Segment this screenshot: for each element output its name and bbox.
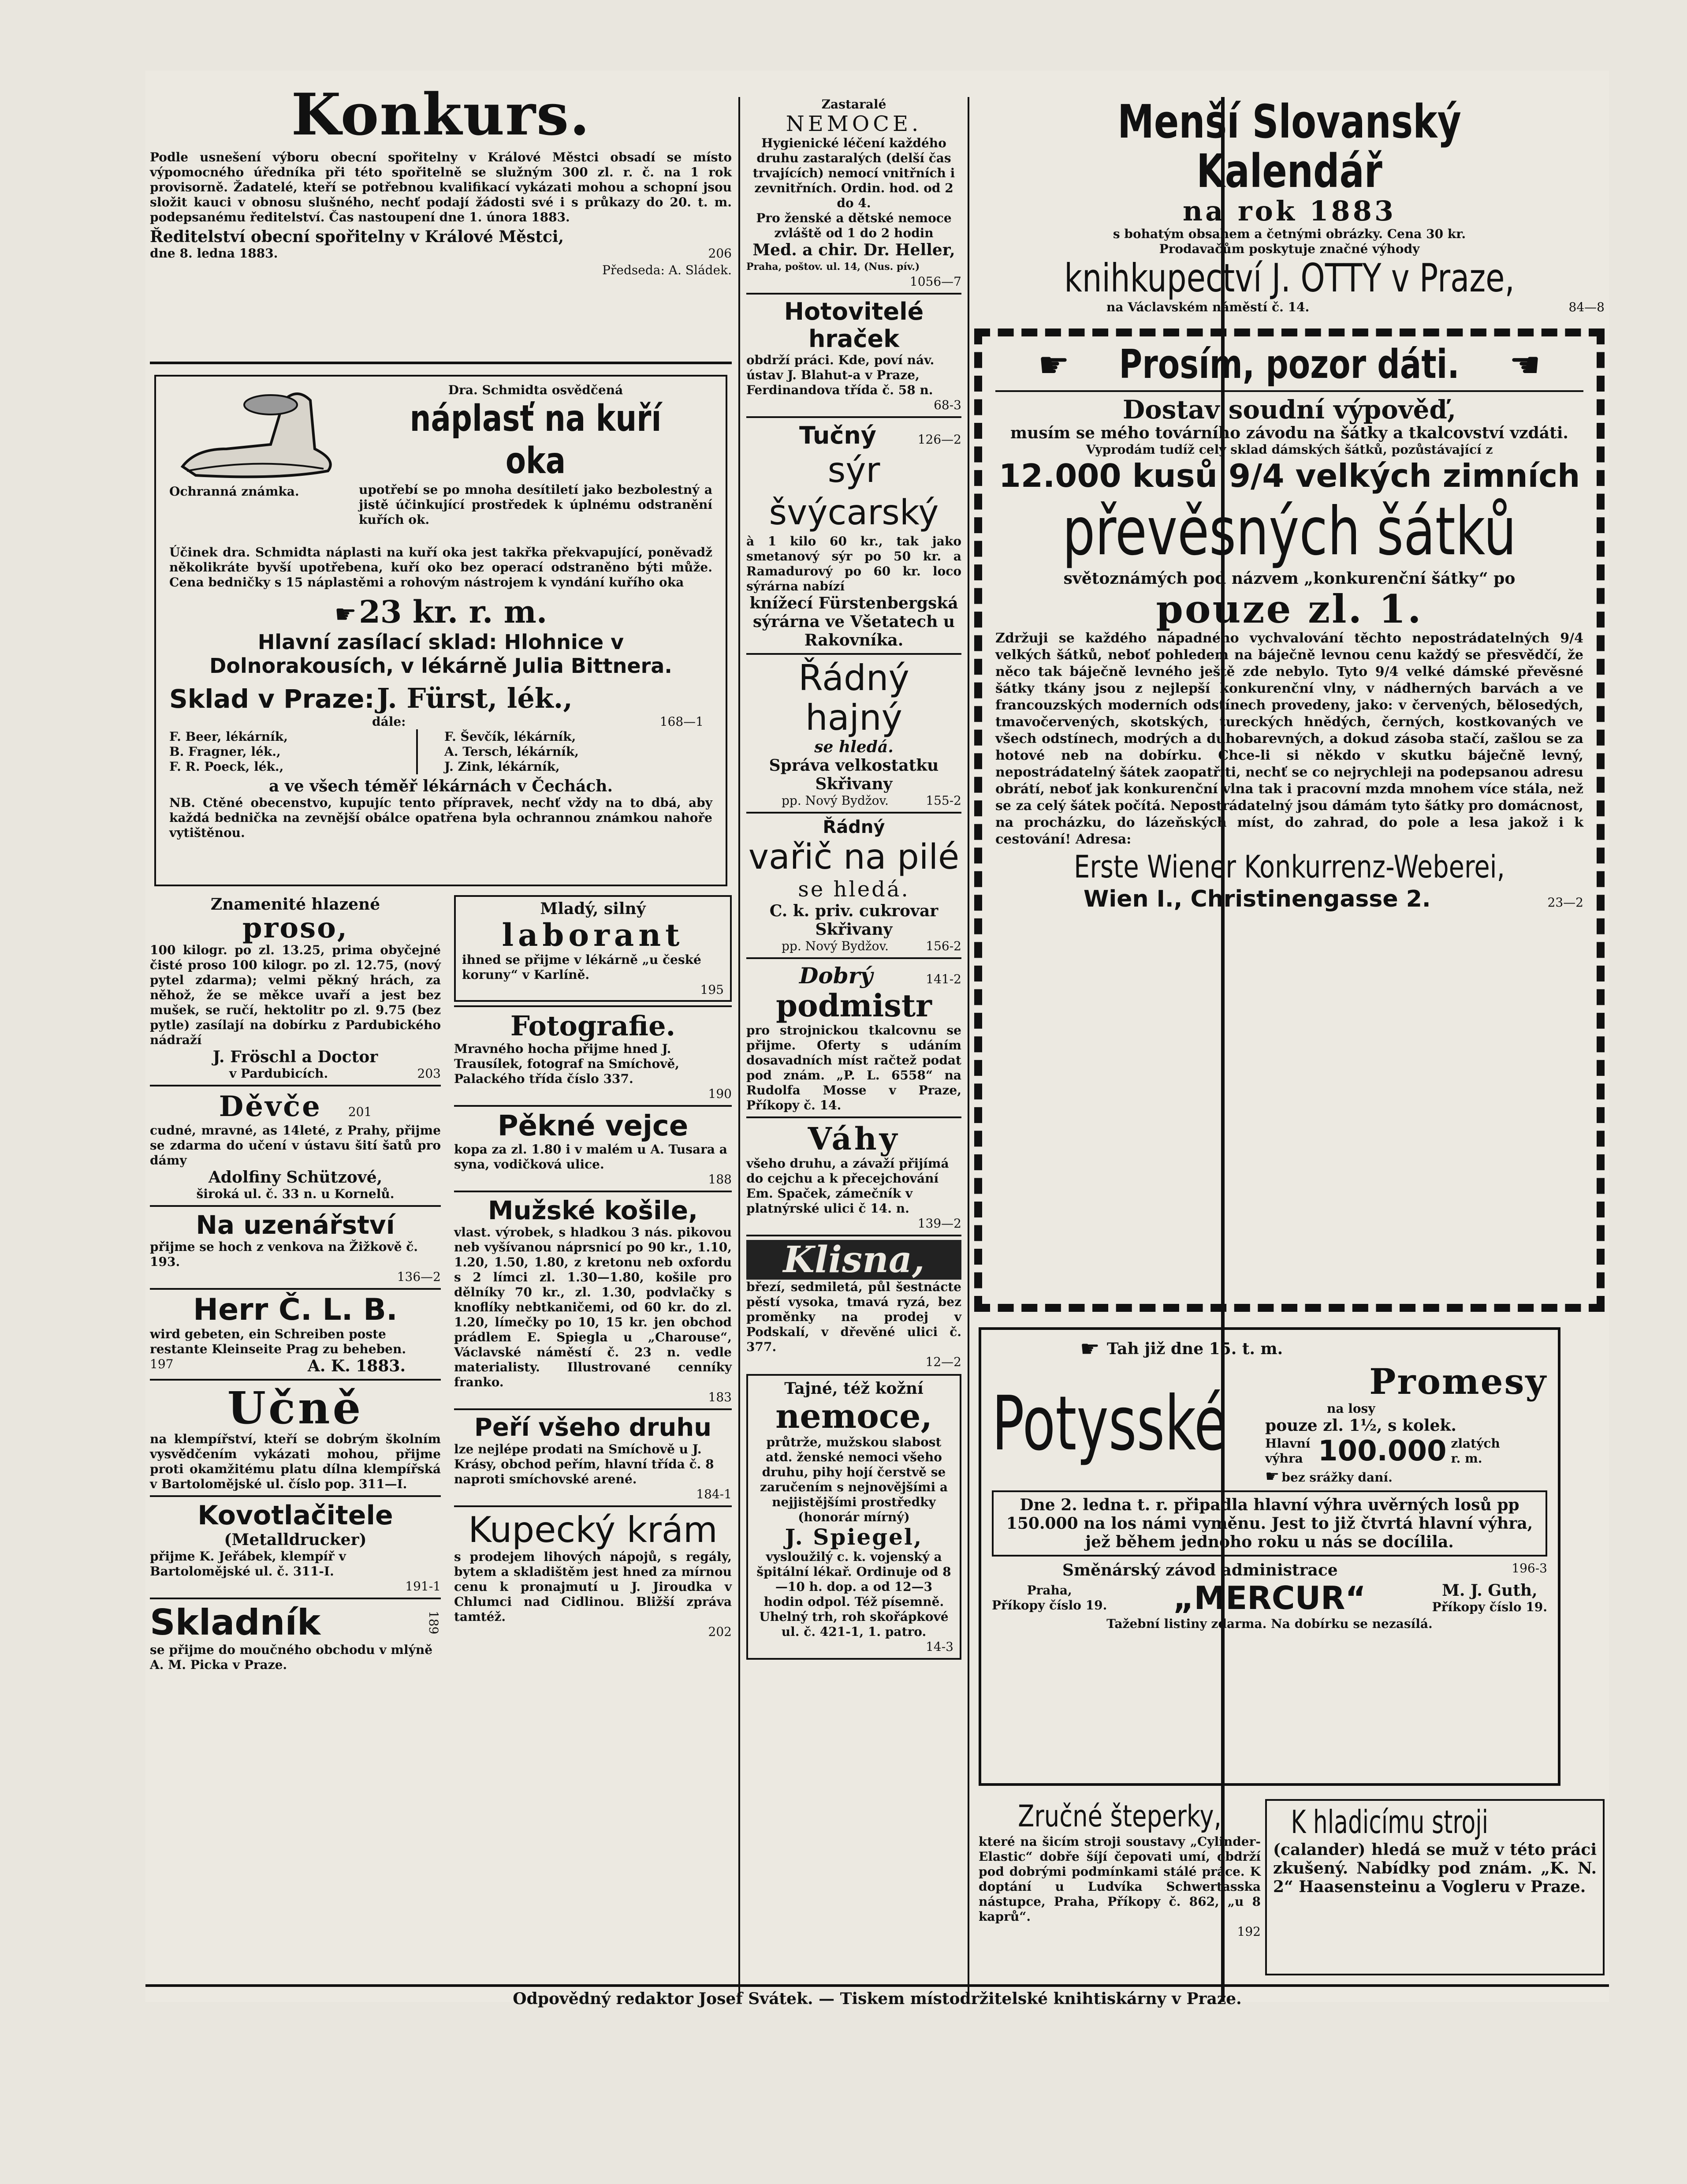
pharmacist: F. Beer, lékárník, — [169, 729, 288, 744]
ad-title: nemoce, — [775, 1396, 932, 1436]
ad-body: s bohatým obsahem a četnými obrázky. Cena 30 kr. — [1113, 227, 1466, 241]
ad-laborant — [454, 895, 732, 1002]
ad-amount: 100.000 — [1318, 1435, 1447, 1467]
ad-body: 100 kilogr. po zl. 13.25, prima obyčejné čisté proso 100 kilogr. po zl. 12.75, (nový pytel zdarma); velmi pěkný hrách, za něhož, že se měkce uvaří a jest bez mušek, se ručí, hektolitr po zl. 9.75 (bez pytle) zasílají na dobírku z Pardubického nádraží — [150, 943, 441, 1047]
column-3 — [738, 71, 968, 1660]
ad-signature: knížecí Fürstenbergská sýrárna ve Všetatech u Rakovníka. — [749, 594, 958, 650]
ad-pre: Tah již dne 15. t. m. — [1106, 1340, 1283, 1358]
ad-title: Menší Slovanský Kalendář — [1117, 95, 1461, 198]
separator — [746, 957, 961, 959]
pointing-hand-icon: ☛ — [1038, 344, 1070, 385]
ad-body: přijme se hoch z venkova na Žižkově č. 193. — [150, 1239, 418, 1269]
separator — [746, 1235, 961, 1236]
ad-number: 12—2 — [925, 1355, 961, 1369]
ad-body: Účinek dra. Schmidta náplasti na kuří oka jest takřka překvapující, poněvadž několikráte byvší upotřebena, kuří oko bez operací odstraněno býti může. Cena bedničky s 15 náplastěmi a rohovým nástrojem k vyndání kuřího oka — [169, 545, 712, 590]
ad-kalendar — [974, 97, 1605, 315]
ad-pre: Řádný — [823, 817, 885, 837]
ad-hajny — [746, 658, 961, 808]
ad-signature: A. K. 1883. — [307, 1357, 406, 1375]
ad-body: Podle usnešení výboru obecní spořitelny v Králové Městci obsadí se místo výpomocného úředníka při této spořitelně se služným 300 zl. r. č. na 1 rok provisorně. Žadatelé, kteří se potřebnou kvalifikací vykázati mohou a schopní jsou složit kauci v obnosu slušného, nechť podají žádosti své i s průkazy do 20. t. m. podepsanému ředitelství. Čas nastoupení dne 1. února 1883. — [150, 150, 732, 224]
ad-chair: Předseda: A. Sládek. — [602, 263, 732, 277]
ad-kovotlacitele — [150, 1501, 441, 1594]
ad-number: 1056—7 — [909, 274, 961, 289]
ad-address: Příkopy číslo 19. — [992, 1598, 1107, 1613]
ad-number: 126—2 — [917, 432, 961, 447]
ad-title: Prosím, pozor dáti. — [1119, 341, 1460, 388]
ad-heading: musím se mého továrního závodu na šátky a tkalcovství vzdáti. — [1010, 424, 1568, 442]
ad-title: Na uzenářství — [196, 1210, 395, 1240]
ad-number: 155-2 — [926, 793, 961, 808]
ad-syr — [746, 422, 961, 650]
ad-stroj — [1265, 1799, 1605, 1975]
ad-skladnik — [150, 1603, 441, 1673]
ad-body: které na šicím stroji soustavy „Cylinder-Elastic“ dobře šíjí čepovati umí, obdrží pod dobrými podmínkami stálé práce. K doptání u Ludvíka Schwertasska nástupce, Praha, Příkopy č. 862, „u 8 kaprů“. — [979, 1834, 1261, 1924]
ad-heading: 12.000 kusů 9/4 velkých zimních — [998, 457, 1580, 494]
ad-title: vařič na pilé — [748, 837, 960, 877]
ad-body: ihned se přijme v lékárně „u české koruny“ v Karlíně. — [462, 952, 701, 982]
ad-steperky — [979, 1799, 1261, 1939]
ad-body: obdrží práci. Kde, poví náv. ústav J. Blahut-a v Praze, Ferdinandova třída č. 58 n. — [746, 353, 935, 397]
separator — [746, 1116, 961, 1118]
ad-firm: Směnárský závod administrace — [1062, 1561, 1338, 1579]
ad-number: 196-3 — [1512, 1561, 1547, 1575]
ad-title: Herr Č. L. B. — [193, 1292, 398, 1327]
ad-losy: na losy — [1327, 1401, 1375, 1416]
separator — [150, 1085, 441, 1086]
ad-hracek — [746, 298, 961, 413]
ad-pre: Dobrý — [799, 963, 873, 989]
ad-body: (calander) hledá se muž v této práci zkušený. Nabídky pod znám. „K. N. 2“ Haasensteinu a Vogleru v Praze. — [1273, 1841, 1597, 1896]
ad-subtitle: (Metalldrucker) — [224, 1531, 367, 1549]
ad-title: Mužské košile, — [488, 1195, 698, 1225]
ad-title: Váhy — [808, 1120, 900, 1157]
ad-unit: zlatých r. m. — [1451, 1436, 1500, 1466]
ad-number: 14-3 — [926, 1639, 953, 1654]
separator — [995, 390, 1583, 392]
ad-klisna — [746, 1240, 961, 1370]
ad-body: všeho druhu, a závaží přijímá do cejchu a k přecejchování Em. Spaček, zámečník v platnýrské ulici č 14. n. — [746, 1156, 949, 1216]
ad-title: K hladicímu stroji — [1291, 1803, 1489, 1841]
ad-signature: J. Fröschl a Doctor — [212, 1048, 378, 1066]
ad-title: Fotografie. — [510, 1010, 676, 1042]
ad-price: pouze zl. 1½, s kolek. — [1265, 1416, 1456, 1435]
ad-title: náplasť na kuří oka — [410, 398, 662, 482]
ad-signature: Ředitelství obecní spořitelny v Králové Městci, — [150, 228, 564, 246]
ad-number: 84—8 — [1568, 300, 1605, 314]
ad-prague-label: Sklad v Praze: — [169, 684, 375, 714]
separator — [150, 362, 732, 364]
ad-free: bez srážky daní. — [1281, 1470, 1393, 1485]
ad-body: Prodavačům poskytuje značné výhody — [1159, 242, 1420, 256]
ad-pre: Znamenité hlazené — [210, 895, 380, 914]
ad-heading: světoznámých pod názvem „konkurenční šátky“ po — [1063, 569, 1516, 588]
ad-title: Promesy — [1369, 1361, 1547, 1402]
pointing-hand-icon: ☚ — [1509, 344, 1541, 385]
ad-podmistr — [746, 963, 961, 1113]
ad-pre: Zastaralé — [821, 97, 886, 112]
separator — [454, 1505, 732, 1507]
ad-vejce — [454, 1110, 732, 1187]
separator — [454, 1191, 732, 1192]
ad-body: Hygienické léčení každého druhu zastaralých (delší čas trvajících) nemocí vnitřních i zevnitřních. Ordin. hod. od 2 do 4. — [752, 136, 955, 210]
separator — [150, 1495, 441, 1497]
ad-number: 183 — [708, 1390, 732, 1404]
ad-body: Pro ženské a dětské nemoce zvláště od 1 do 2 hodin — [756, 211, 952, 240]
ad-nb: NB. Ctěné obecenstvo, kupujíc tento přípravek, nechť vždy na to dbá, aby každá bednička na zevnější obálce opatřena byla ochrannou známkou nahoře vytištěnou. — [169, 795, 712, 840]
column-2 — [454, 895, 732, 1639]
ad-title: Konkurs. — [291, 81, 591, 148]
separator — [746, 416, 961, 418]
separator — [746, 812, 961, 814]
ad-title: Kupecký krám — [468, 1509, 718, 1550]
ad-body: vysloužilý c. k. vojenský a špitální lékař. Ordinuje od 8—10 h. dop. a od 12—3 hodin odpol. Též písemně. Uhelný trh, roh skořápkové ul. č. 421-1, 1. patro. — [756, 1549, 951, 1639]
ad-heading: převěsných šátků — [1062, 493, 1516, 570]
separator — [454, 1408, 732, 1410]
ad-proso — [150, 895, 441, 1081]
ad-konkurs — [150, 81, 732, 278]
ad-number: 192 — [1237, 1924, 1261, 1939]
ad-herr — [150, 1293, 441, 1375]
pharmacist: F. R. Poeck, lék., — [169, 759, 284, 774]
ad-date: dne 8. ledna 1883. — [150, 246, 278, 261]
ad-number: 156-2 — [926, 939, 961, 953]
separator — [454, 1105, 732, 1107]
ad-title: Peří všeho druhu — [474, 1413, 712, 1442]
ad-doctor: Med. a chir. Dr. Heller, — [752, 241, 955, 259]
ad-title: Zručné šteperky, — [1018, 1799, 1221, 1834]
ad-foto — [454, 1011, 732, 1101]
ad-number: 141-2 — [926, 972, 961, 986]
ad-pre: Mladý, silný — [540, 900, 646, 918]
ad-dale: dále: — [372, 714, 406, 729]
column-4 — [974, 97, 1605, 315]
separator — [454, 1005, 732, 1007]
ad-subtitle: se hledá. — [814, 738, 894, 756]
ad-title: Kovotlačitele — [197, 1500, 393, 1531]
ad-title: Skladník — [150, 1602, 321, 1643]
ad-main-win: Hlavní výhra — [1265, 1436, 1311, 1466]
ad-body: Tažební listiny zdarma. Na dobírku se nezasílá. — [1106, 1617, 1433, 1631]
ad-shop: knihkupectví J. OTTY v Praze, — [1064, 255, 1515, 301]
ad-title: NEMOCE. — [786, 112, 922, 136]
ad-peri — [454, 1414, 732, 1502]
ad-furst: J. Fürst, lék., — [376, 682, 573, 714]
ad-firm: Erste Wiener Konkurrenz-Weberei, — [1074, 849, 1505, 885]
ad-devce — [150, 1090, 441, 1202]
ad-number: 189 — [426, 1611, 441, 1635]
ad-all: a ve všech téměř lékárnách v Čechách. — [269, 777, 613, 795]
ad-subtitle: se hledá. — [798, 877, 910, 902]
ad-address: Příkopy číslo 19. — [1432, 1600, 1547, 1614]
ad-brand: „MERCUR“ — [1173, 1579, 1366, 1617]
ad-pre: Tučný — [799, 422, 876, 449]
ad-kosile — [454, 1196, 732, 1405]
ad-number: 202 — [708, 1624, 732, 1639]
separator — [746, 653, 961, 655]
ad-body: s prodejem lihových nápojů, s regály, bytem a skladištěm jest hned za mírnou cenu k pronajmutí u J. Jiroudka v Chlumci nad Cidlinou. Bližší zpráva tamtéž. — [454, 1549, 732, 1624]
ad-body: cudné, mravné, as 14leté, z Prahy, přijme se zdarma do učení v ústavu šití šatů pro dámy — [150, 1123, 441, 1168]
ad-promesy — [979, 1327, 1560, 1786]
separator — [150, 1288, 441, 1290]
ad-number: 203 — [417, 1066, 441, 1081]
ad-number: 206 — [708, 246, 732, 261]
ad-year: na rok 1883 — [1183, 195, 1396, 227]
separator — [150, 1598, 441, 1599]
ad-price: pouze zl. 1. — [1156, 586, 1423, 632]
ad-body: Mravného hocha přijme hned J. Trausílek, fotograf na Smíchově, Palackého třída číslo 337. — [454, 1042, 680, 1086]
ad-number: 190 — [708, 1086, 732, 1101]
pointing-hand-icon: ☛ — [1080, 1336, 1100, 1362]
ad-number: 201 — [348, 1105, 372, 1119]
ad-kupecky — [454, 1511, 732, 1639]
ad-body: kopa za zl. 1.80 i v malém u A. Tusara a syna, vodičková ulice. — [454, 1142, 727, 1172]
ad-title: Potysské — [992, 1380, 1228, 1467]
column-1 — [150, 895, 441, 1673]
ad-body: à 1 kilo 60 kr., tak jako smetanový sýr po 50 kr. a Ramadurový po 60 kr. loco sýrárna nabízí — [746, 534, 961, 594]
ad-body: Zdržuji se každého nápadného vychvalování těchto nepostrádatelných 9/4 velkých šátků, neboť pohledem na báječně levnou cenu každý se přesvědčí, že něco tak báječně levného ještě zde nebylo. Tyto 9/4 velké dámské převěsné šátky tkány jsou z nejlepší konkurenční vlny, v nádherných barvách a ve francouzských moderních odstínech provedeny, jako: v červených, bělosedých, tmavočervených, skotských, tureckých hnědých, černých, kostkovaných ve všech odstínech, modrých a duhobarevných, a dokud zásoba stačí, zašlou se za hotové neb na dobírku. Chce-li si někdo v skutku báječně levný, nepostrádatelný šátek zaopatřiti, nechť se co nejrychleji na podepsanou adresu obrátí, neboť jak konkurenční vlna tak i pracovní mzda mnohem více stála, než se za celý šátek počítá. Nepostrádatelný jsou dámám tyto šátky pro domácnost, na procházku, do lázeňských míst, do zahrad, do pole a lesa jakož i k cestování! Adresa: — [995, 631, 1583, 847]
ad-heading: Dostav soudní výpověď, — [1122, 395, 1456, 425]
ad-varic — [746, 817, 961, 954]
ad-address: pp. Nový Bydžov. — [782, 793, 889, 808]
ad-body: se přijme do moučného obchodu v mlýně A. M. Picka v Praze. — [150, 1643, 433, 1672]
ad-heading: Vyprodám tudíž celý sklad dámských šátků, pozůstávající z — [1086, 442, 1493, 457]
ad-title: podmistr — [776, 987, 932, 1024]
foot-trademark-image — [169, 383, 354, 499]
ad-address: Wien I., Christinengasse 2. — [1084, 886, 1431, 912]
ad-notice-text: Dne 2. ledna t. r. připadla hlavní výhra uvěrných losů pp 150.000 na los námi vyměnu. Jest to již čtvrtá hlavní výhra, jež během jednoho roku u nás se docílila. — [1006, 1496, 1533, 1551]
pharmacist: A. Tersch, lékárník, — [444, 744, 579, 759]
pharmacist: F. Ševčík, lékárník, — [444, 729, 576, 744]
newspaper-page — [145, 71, 1609, 2008]
separator — [150, 1205, 441, 1207]
ad-notice — [992, 1490, 1547, 1557]
ad-body: lze nejlépe prodati na Smíchově u J. Krásy, obchod peřím, hlavní třída č. 8 naproti smíchovské arené. — [454, 1442, 714, 1486]
ad-title: Učně — [227, 1382, 364, 1434]
ad-number: 197 — [150, 1357, 174, 1371]
column-rule — [968, 97, 969, 2002]
ad-number: 23—2 — [1547, 895, 1583, 910]
ad-city: Praha, — [1027, 1583, 1072, 1598]
ad-number: 195 — [700, 982, 724, 997]
ad-doctor: J. Spiegel, — [785, 1524, 923, 1550]
ad-body: průtrže, mužskou slabost atd. ženské nemoci všeho druhu, pihy hojí čerstvě se zaručením s nejnovějšími a nejjistějšími prostředky (honorár mírný) — [760, 1435, 948, 1524]
ad-pre: Tajné, též kožní — [784, 1379, 924, 1398]
ad-body: C. k. priv. cukrovar Skřivany — [769, 902, 938, 939]
ad-body: upotřebí se po mnoha desítiletí jako bezbolestný a jistě účinkující prostředek k úplnému odstranění kuřích ok. — [359, 482, 712, 527]
ad-satky — [974, 329, 1605, 1312]
ad-pre: Dra. Schmidta osvědčená — [448, 383, 623, 397]
separator — [746, 293, 961, 295]
ad-body: na klempířství, kteří se dobrým školním vysvědčením vykázati mohou, přijme proti okamžitému platu dílna klempířská v Bartolomějské ul. číslo pop. 311—I. — [150, 1432, 441, 1491]
ad-address: pp. Nový Bydžov. — [782, 939, 889, 953]
ad-naplast — [154, 375, 727, 886]
ad-signature: M. J. Guth, — [1442, 1581, 1538, 1600]
ad-price: 23 kr. r. m. — [359, 594, 547, 630]
ad-number: 68-3 — [934, 398, 961, 412]
ad-body: wird gebeten, ein Schreiben poste restante Kleinseite Prag zu beheben. — [150, 1327, 406, 1356]
ad-main-store: Hlavní zasílací sklad: Hlohnice v Dolnorakousích, v lékárně Julia Bittnera. — [209, 630, 672, 678]
ad-address: široká ul. č. 33 n. u Kornelů. — [196, 1187, 395, 1201]
ad-ucne — [150, 1384, 441, 1492]
ad-address: Praha, poštov. ul. 14, (Nus. pív.) — [746, 261, 920, 273]
ad-number: 136—2 — [397, 1269, 441, 1284]
ad-number: 168—1 — [659, 714, 704, 729]
ad-number: 191-1 — [405, 1579, 441, 1594]
pharmacist: J. Zink, lékárník, — [444, 759, 560, 774]
ad-number: 139—2 — [917, 1216, 961, 1231]
ad-number: 184-1 — [696, 1487, 732, 1501]
trademark-label: Ochranná známka. — [169, 484, 299, 499]
ad-place: v Pardubicích. — [229, 1066, 328, 1081]
ad-title: laborant — [502, 917, 684, 953]
ad-body: Správa velkostatku Skřivany — [769, 756, 939, 793]
ad-title: proso, — [242, 911, 349, 945]
ad-body: přijme K. Jeřábek, klempíř v Bartolomějské ul. č. 311-I. — [150, 1549, 346, 1579]
ad-title: Pěkné vejce — [497, 1110, 689, 1142]
ad-nemoce-2 — [746, 1374, 961, 1660]
ad-title: Klisna, — [746, 1240, 961, 1280]
ad-body: pro strojnickou tkalcovnu se přijme. Oferty s udáním dosavadních míst račtež podat pod znám. „P. L. 6558“ na Rudolfa Mosse v Praze, Příkopy č. 14. — [746, 1023, 961, 1113]
separator — [150, 1379, 441, 1381]
ad-title: sýr švýcarský — [769, 451, 939, 533]
footer-text: Odpovědný redaktor Josef Svátek. — Tiskem místodržitelské knihtiskárny v Praze. — [513, 1990, 1242, 2008]
ad-title: Řádný hajný — [798, 657, 909, 738]
ad-nemoce-1 — [746, 97, 961, 289]
ad-number: 188 — [708, 1172, 732, 1187]
ad-address: na Václavském náměstí č. 14. — [1106, 300, 1310, 314]
pharmacist: B. Fragner, lék., — [169, 744, 281, 759]
ad-title: Děvče — [219, 1090, 322, 1123]
pointing-hand-icon: ☛ — [334, 600, 357, 629]
page-footer — [145, 1984, 1609, 2008]
ad-body: březí, sedmiletá, půl šestnácte pěstí vysoka, tmavá ryzá, bez proměnky na prodej v Podskalí, v dřevěné ulici č. 377. — [746, 1280, 961, 1354]
ad-name: Adolfiny Schützové, — [208, 1168, 383, 1187]
pointing-hand-icon: ☛ — [1265, 1467, 1280, 1486]
ad-uzenarstvi — [150, 1210, 441, 1284]
ad-title: Hotovitelé hraček — [784, 298, 924, 353]
ad-vahy — [746, 1122, 961, 1231]
ad-body: vlast. výrobek, s hladkou 3 nás. pikovou neb vyšívanou náprsnicí po 90 kr., 1.10, 1.20, 1.50, 1.80, z kretonu neb oxfordu s 2 límci zl. 1.30—1.80, košile pro dělníky 70 kr., zl. 1.30, podvlačky s knoflíky nebtkaničemi, od 60 kr. do zl. 1.20, límečky po 10, 15 kr. jen obchod prádlem E. Spiegla u „Charouse“, Václavské náměstí č. 23 n. vedle materialisty. Illustrované cenníky franko. — [454, 1225, 732, 1389]
